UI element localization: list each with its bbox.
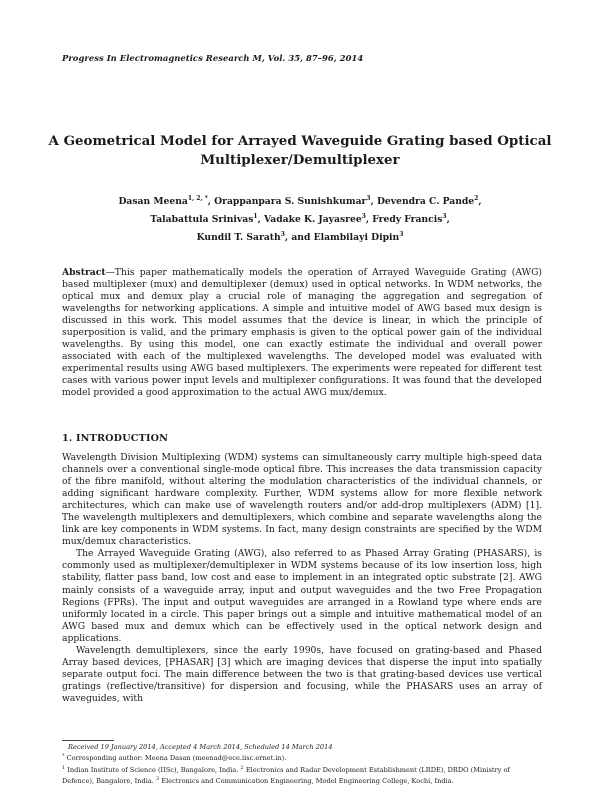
author-name: Fredy Francis <box>372 214 443 226</box>
author-name: Orappanpara S. Sunishkumar <box>214 196 367 208</box>
author-name: Dasan Meena <box>118 196 188 208</box>
author-name: Kundil T. Sarath <box>196 232 281 244</box>
author-affiliation: 3 <box>366 195 371 202</box>
paragraph: Wavelength Division Multiplexing (WDM) systems can simultaneously carry multiple high-speed data channels over a conventional single-mode optical fibre. This increases the data transmission capacity of the fibre manifold, without altering the modulation characteristics of the individual channels, or adding significant hardware complexity. Further, WDM systems allow for more flexible network architectures, which can make use of wavelength routers and/or add-drop multiplexers (ADM) [1]. The wavelength multiplexers and demultiplexers, which combine and separate wavelengths along the link are key components in WDM systems. In fact, many design constraints are specified by the WDM mux/demux characteristics. <box>62 452 542 548</box>
author-affiliation: 3 <box>442 213 447 221</box>
paper-title: A Geometrical Model for Arrayed Waveguide Grating based Optical Multiplexer/Demultiplexer <box>48 133 552 168</box>
author-affiliation: 1 <box>253 213 258 221</box>
author-affiliation: 3 <box>399 231 404 239</box>
author-name: Vadake K. Jayasree <box>263 214 362 226</box>
abstract-text: —This paper mathematically models the operation of Arrayed Waveguide Grating (AWG) based multiplexer (mux) and demultiplexer (demux) used in optical networks. In WDM networks, the optical mux and demux play a crucial role of managing the aggregation and segregation of wavelengths for networking applications. A simple and intuitive model of AWG based mux design is discussed in this work. This model assumes that the device is linear, in which the principle of superposition is valid, and the primary emphasis is given to the optical power gain of the individual wavelengths. By using this model, one can exactly estimate the individual and overall power associated with each of the multiplexed wavelengths. The developed model was evaluated with experimental results using AWG based multiplexers. The experiments were repeated for different test cases with various power input levels and multiplexer configurations. It was found that the developed model provided a good approximation to the actual AWG mux/demux. <box>62 267 542 399</box>
author-affiliation: 3 <box>361 213 366 221</box>
received-dates: Received 19 January 2014, Accepted 4 March 2014, Scheduled 14 March 2014 <box>68 743 333 751</box>
footnotes <box>62 743 542 787</box>
paragraph: Wavelength demultiplexers, since the early 1990s, have focused on grating-based and Phased Array based devices, [PHASAR] [3] which are imaging devices that disperse the input into spatially separate output foci. The main difference between the two is that grating-based devices use vertical gratings (reflective/transitive) for dispersion and focusing, while the PHASARS uses an array of waveguides, with <box>62 644 542 704</box>
section-heading: 1. INTRODUCTION <box>62 433 169 444</box>
author-affiliation: 3 <box>280 231 285 239</box>
corresponding-author-note: * Corresponding author: Meena Dasan (meenad@ece.iisc.ernet.in). <box>62 753 287 763</box>
author-name: Talabattula Srinivas <box>150 214 254 226</box>
author-list: Dasan Meena$^{1, 2, *}$, Orappanpara S. Sunishkumar$^3$, Devendra C. Pande$^2$, Talabattula Srinivas$^1$, Vadake K. Jayasree$^3$, Fredy Francis$^3$, Kundil T. Sarath$^3$, and Elambilayi Dipin$^3$ <box>118 195 482 244</box>
author-affiliation: 2 <box>474 195 479 202</box>
author-name: Elambilayi Dipin <box>313 232 400 244</box>
section-body <box>62 452 542 705</box>
paragraph: The Arrayed Waveguide Grating (AWG), also referred to as Phased Array Grating (PHASARS), is commonly used as multiplexer/demultiplexer in WDM systems because of its low insertion loss, high stability, flatter pass band, low cost and ease to implement in an integrated optic substrate [2]. AWG mainly consists of a waveguide array, input and output waveguides and the two Free Propagation Regions (FPRs). The input and output waveguides are arranged in a Rowland type where ends are uniformly located in a circle. This paper brings out a simple and intuitive mathematical model of an AWG based mux and demux which can be effectively used in the optical network design and applications. <box>62 548 542 644</box>
author-name: Devendra C. Pande <box>376 196 475 208</box>
abstract <box>62 267 542 400</box>
footnote-divider <box>62 740 114 741</box>
journal-header: Progress In Electromagnetics Research M, Vol. 35, 87–96, 2014 <box>62 53 364 63</box>
affiliations-note: $^1$ Indian Institute of Science (IISc), Bangalore, India. $^2$ Electronics and Radar Development Establishment (LRDE), DRDO (Ministry of Defence), Bangalore, India. $^3$ Electronics and Communication Engineering, Model Engineering College, Kochi, India. <box>62 764 510 786</box>
abstract-label: Abstract <box>62 267 106 278</box>
author-affiliation: 1, 2, * <box>187 195 208 202</box>
